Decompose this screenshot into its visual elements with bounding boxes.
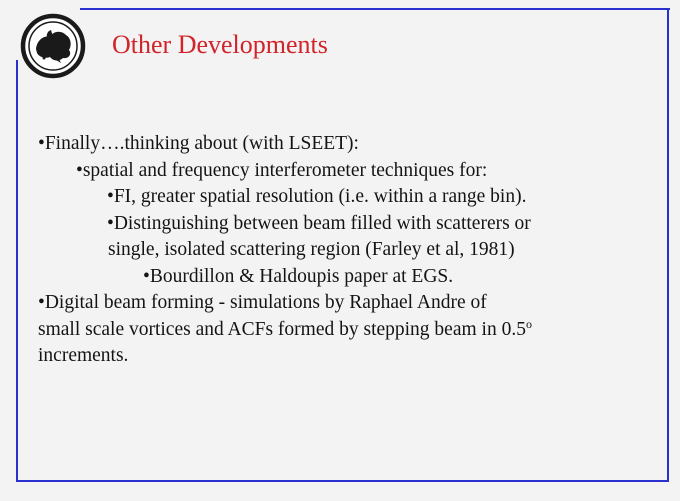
- bullet-spatial-frequency: •spatial and frequency interferometer techniques for:: [76, 159, 488, 181]
- bullet-fi-resolution: •FI, greater spatial resolution (i.e. within a range bin).: [107, 186, 527, 207]
- antarctica-globe-icon: [20, 13, 86, 79]
- bullet-increments: increments.: [38, 345, 129, 366]
- slide-body: [0, 131, 680, 370]
- frame-top-rule: [80, 8, 670, 10]
- degree-superscript: o: [525, 316, 532, 331]
- bullet-bourdillon-haldoupis: •Bourdillon & Haldoupis paper at EGS.: [143, 265, 454, 287]
- frame-bottom-rule: [16, 480, 668, 482]
- bullet-digital-beam-forming: •Digital beam forming - simulations by Raphael Andre of: [38, 292, 487, 313]
- bullet-distinguishing: •Distinguishing between beam filled with scatterers or: [107, 212, 531, 234]
- bullet-finally: •Finally….thinking about (with LSEET):: [38, 133, 359, 154]
- bullet-distinguishing-continued: single, isolated scattering region (Farley et al, 1981): [108, 239, 515, 260]
- slide-title: Other Developments: [112, 30, 328, 59]
- bullet-digital-beam-forming-text: small scale vortices and ACFs formed by stepping beam in 0.5: [38, 318, 526, 340]
- bullet-digital-beam-forming-continued: [0, 317, 680, 344]
